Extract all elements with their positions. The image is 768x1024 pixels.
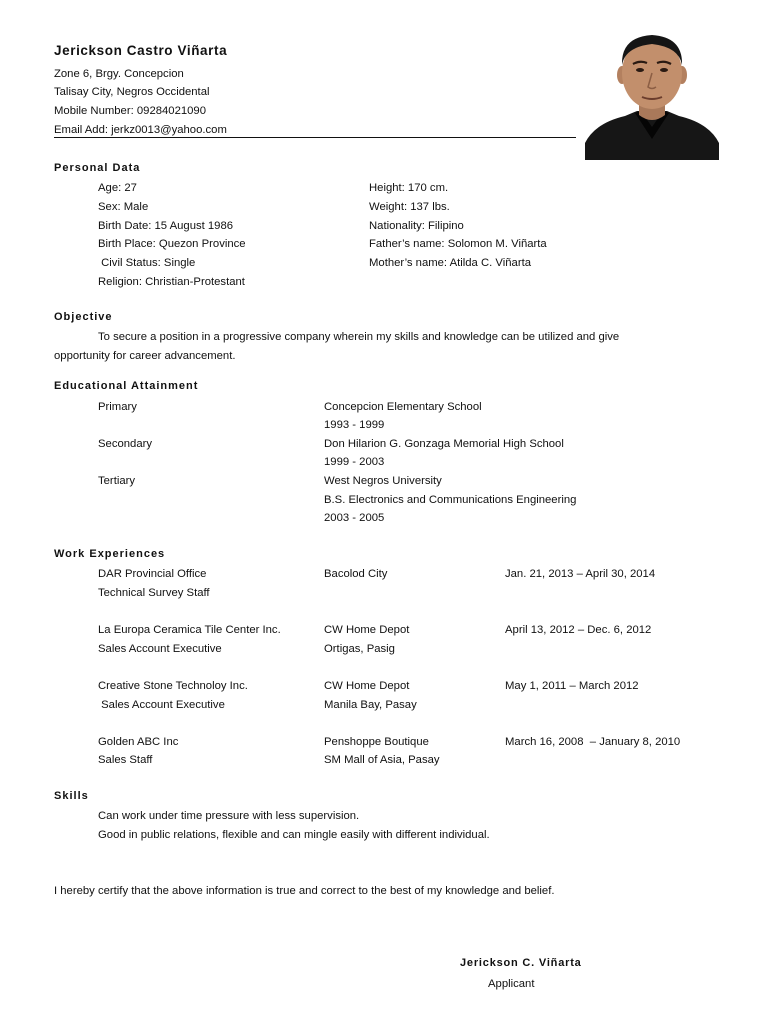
personal-weight: Weight: 137 lbs. (369, 201, 450, 213)
applicant-name: Jerickson Castro Viñarta (54, 43, 228, 58)
work-dates: Jan. 21, 2013 – April 30, 2014 (505, 568, 656, 580)
personal-data-heading: Personal Data (54, 162, 141, 174)
personal-civil-status: Civil Status: Single (98, 257, 196, 269)
work-location: Bacolod City (324, 568, 388, 580)
header-divider (54, 137, 576, 138)
education-years-primary: 1993 - 1999 (324, 419, 385, 431)
applicant-photo (585, 31, 719, 160)
work-location: CW Home Depot (324, 624, 410, 636)
personal-sex: Sex: Male (98, 201, 149, 213)
signature-name: Jerickson C. Viñarta (460, 957, 582, 969)
mobile-number: Mobile Number: 09284021090 (54, 105, 206, 117)
objective-line-2: opportunity for career advancement. (54, 350, 236, 362)
education-school-secondary: Don Hilarion G. Gonzaga Memorial High School (324, 438, 564, 450)
work-position: Technical Survey Staff (98, 587, 210, 599)
work-position: Sales Account Executive (98, 643, 222, 655)
email-address: Email Add: jerkz0013@yahoo.com (54, 124, 227, 136)
work-company: Creative Stone Technoloy Inc. (98, 680, 248, 692)
skills-heading: Skills (54, 790, 89, 802)
education-school-primary: Concepcion Elementary School (324, 401, 482, 413)
work-dates: April 13, 2012 – Dec. 6, 2012 (505, 624, 652, 636)
work-location-detail: Manila Bay, Pasay (324, 699, 417, 711)
address-line-1: Zone 6, Brgy. Concepcion (54, 68, 184, 80)
personal-nationality: Nationality: Filipino (369, 220, 464, 232)
work-company: La Europa Ceramica Tile Center Inc. (98, 624, 281, 636)
work-location-detail: SM Mall of Asia, Pasay (324, 754, 440, 766)
work-company: DAR Provincial Office (98, 568, 207, 580)
education-level-secondary: Secondary (98, 438, 153, 450)
education-heading: Educational Attainment (54, 380, 199, 392)
work-dates: May 1, 2011 – March 2012 (505, 680, 639, 692)
work-location-detail: Ortigas, Pasig (324, 643, 395, 655)
education-years-tertiary: 2003 - 2005 (324, 512, 385, 524)
work-position: Sales Account Executive (98, 699, 225, 711)
work-dates: March 16, 2008 – January 8, 2010 (505, 736, 681, 748)
education-course-tertiary: B.S. Electronics and Communications Engineering (324, 494, 577, 506)
personal-birth-place: Birth Place: Quezon Province (98, 238, 246, 250)
certification-statement: I hereby certify that the above information is true and correct to the best of my knowledge and belief. (54, 885, 555, 897)
personal-height: Height: 170 cm. (369, 182, 449, 194)
personal-mother-name: Mother’s name: Atilda C. Viñarta (369, 257, 532, 269)
skill-item: Can work under time pressure with less supervision. (98, 810, 360, 822)
education-school-tertiary: West Negros University (324, 475, 442, 487)
personal-age: Age: 27 (98, 182, 137, 194)
personal-religion: Religion: Christian-Protestant (98, 276, 245, 288)
personal-father-name: Father’s name: Solomon M. Viñarta (369, 238, 547, 250)
objective-line-1: To secure a position in a progressive company wherein my skills and knowledge can be utilized and give (98, 331, 620, 343)
education-level-tertiary: Tertiary (98, 475, 136, 487)
work-position: Sales Staff (98, 754, 153, 766)
education-years-secondary: 1999 - 2003 (324, 456, 385, 468)
skill-item: Good in public relations, flexible and can mingle easily with different individual. (98, 829, 490, 841)
work-heading: Work Experiences (54, 548, 166, 560)
education-level-primary: Primary (98, 401, 137, 413)
work-location: CW Home Depot (324, 680, 410, 692)
work-location: Penshoppe Boutique (324, 736, 429, 748)
signature-title: Applicant (488, 978, 535, 990)
personal-birth-date: Birth Date: 15 August 1986 (98, 220, 234, 232)
objective-heading: Objective (54, 311, 113, 323)
address-line-2: Talisay City, Negros Occidental (54, 86, 210, 98)
work-company: Golden ABC Inc (98, 736, 179, 748)
